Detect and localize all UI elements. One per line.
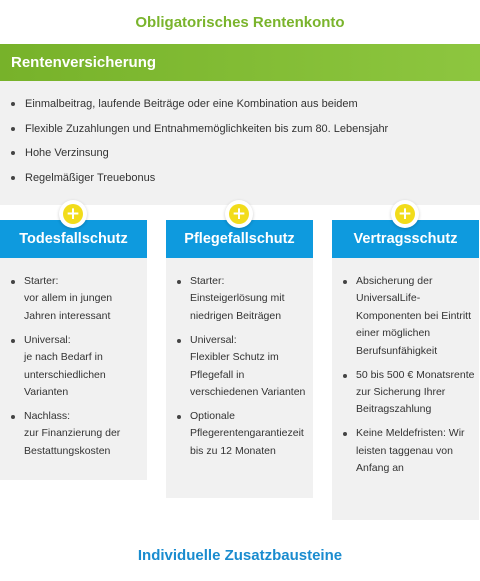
plus-icon: + xyxy=(63,204,83,224)
feature-list xyxy=(10,97,388,195)
column-title: Todesfallschutz xyxy=(19,231,128,247)
item-text: zur Finanzierung der Bestattungskosten xyxy=(24,427,121,457)
item-head: 50 bis 500 € Monatsrente zur Sicherung Ihrer Beitragszahlung xyxy=(356,368,475,416)
plus-badge xyxy=(59,200,87,228)
column-body xyxy=(332,258,479,520)
footer-title: Individuelle Zusatzbausteine xyxy=(137,547,343,564)
list-item xyxy=(176,273,309,325)
rentenversicherung-panel xyxy=(0,81,480,205)
item-head: Absicherung der UniversalLife-Komponenten bei Eintritt einer möglichen Berufsunfähigkeit xyxy=(356,275,471,357)
column-title: Pflegefallschutz xyxy=(184,231,295,247)
item-text: Flexibler Schutz im Pflegefall in verschiedenen Varianten xyxy=(190,351,306,398)
list-item xyxy=(176,408,309,460)
list-item xyxy=(10,332,143,402)
item-text: vor allem in jungen Jahren interessant xyxy=(24,292,113,322)
plus-icon: + xyxy=(229,204,249,224)
column-body xyxy=(0,258,147,480)
column-title: Vertragsschutz xyxy=(353,231,458,247)
list-item: Regelmäßiger Treuebonus xyxy=(10,171,388,196)
list-item: Hohe Verzinsung xyxy=(10,146,388,171)
list-item xyxy=(176,332,309,402)
column-body xyxy=(166,258,313,498)
plus-badge xyxy=(391,200,419,228)
list-item xyxy=(342,273,475,360)
item-head: Keine Meldefristen: Wir leisten taggenau von Anfang an xyxy=(356,427,465,475)
item-head: Starter: xyxy=(190,275,225,287)
item-head: Universal: xyxy=(190,333,237,346)
list-item xyxy=(342,425,475,477)
item-head: Optionale Pflegerentengarantiezeit bis zu 12 Monaten xyxy=(190,409,304,457)
item-text: je nach Bedarf in unterschiedlichen Varianten xyxy=(24,351,106,398)
list-item xyxy=(342,367,475,419)
plus-badge xyxy=(225,200,253,228)
item-head: Nachlass: xyxy=(24,409,71,422)
item-head: Starter: xyxy=(24,275,59,287)
list-item xyxy=(10,408,143,460)
item-text: Einsteigerlösung mit niedrigen Beiträgen xyxy=(190,292,285,322)
list-item: Einmalbeitrag, laufende Beiträge oder eine Kombination aus beidem xyxy=(10,97,388,122)
rentenversicherung-banner xyxy=(0,44,480,81)
item-head: Universal: xyxy=(24,333,71,346)
plus-icon: + xyxy=(395,204,415,224)
list-item: Flexible Zuzahlungen und Entnahmemöglichkeiten bis zum 80. Lebensjahr xyxy=(10,122,388,147)
banner-title: Rentenversicherung xyxy=(11,54,157,71)
list-item xyxy=(10,273,143,325)
page-title: Obligatorisches Rentenkonto xyxy=(135,14,345,31)
